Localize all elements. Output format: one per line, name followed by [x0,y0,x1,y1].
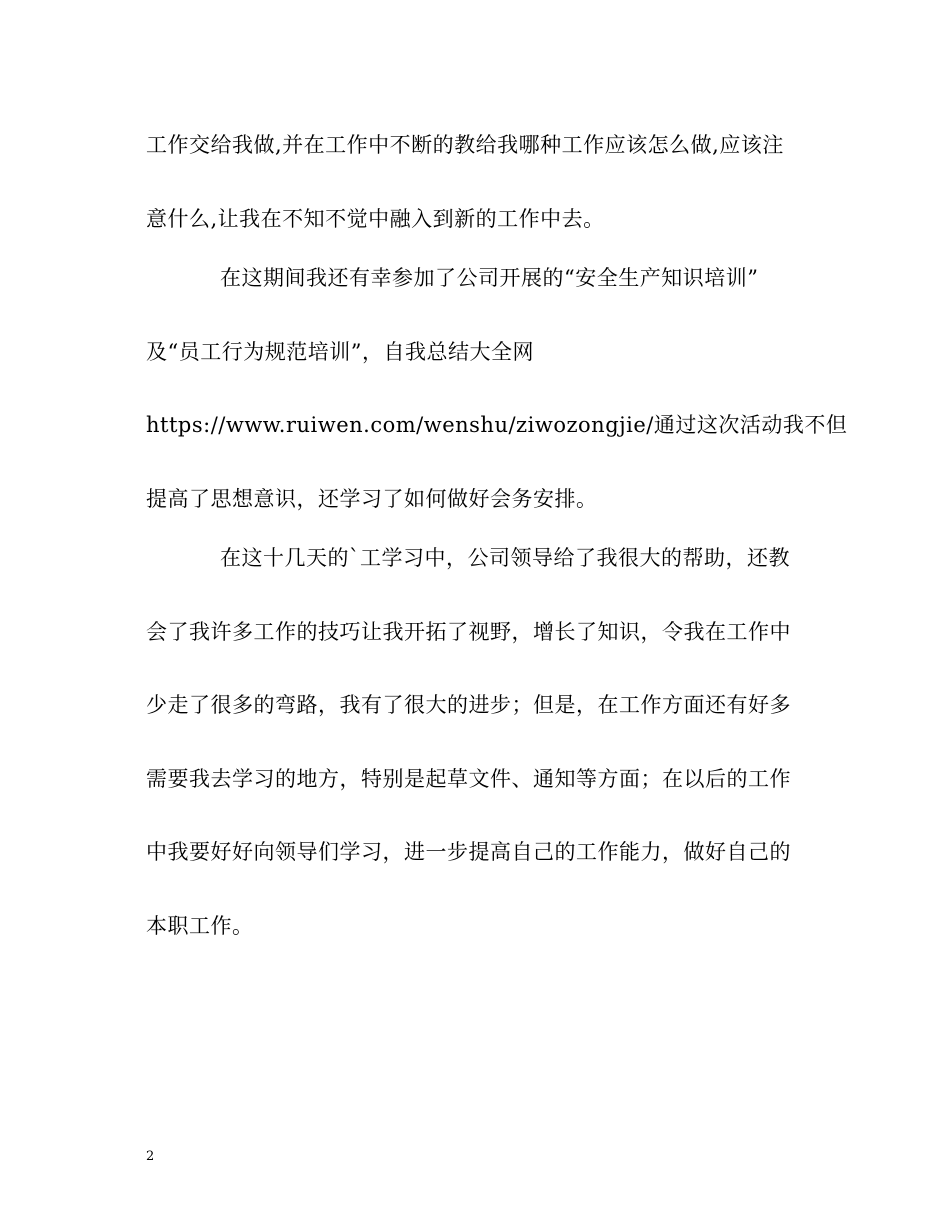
text-line-1: 工作交给我做,并在工作中不断的教给我哪种工作应该怎么做,应该注 [146,133,784,157]
text-line-10: 需要我去学习的地方，特别是起草文件、通知等方面；在以后的工作 [146,767,791,791]
page-number: 2 [146,1149,155,1164]
text-line-4: 及“员工行为规范培训”，自我总结大全网 [146,340,534,364]
text-line-12: 本职工作。 [146,914,254,938]
text-line-2: 意什么,让我在不知不觉中融入到新的工作中去。 [146,207,605,231]
text-line-11: 中我要好好向领导们学习，进一步提高自己的工作能力，做好自己的 [146,840,791,864]
text-line-9: 少走了很多的弯路，我有了很大的进步；但是，在工作方面还有好多 [146,693,791,717]
text-line-6: 提高了思想意识，还学习了如何做好会务安排。 [146,487,598,511]
text-line-8: 会了我许多工作的技巧让我开拓了视野，增长了知识，令我在工作中 [146,620,791,644]
text-line-7: 在这十几天的`工学习中，公司领导给了我很大的帮助，还教 [220,546,790,570]
text-line-5: https://www.ruiwen.com/wenshu/ziwozongjie/通过这次活动我不但 [146,413,848,437]
text-line-3: 在这期间我还有幸参加了公司开展的“安全生产知识培训” [220,266,759,290]
